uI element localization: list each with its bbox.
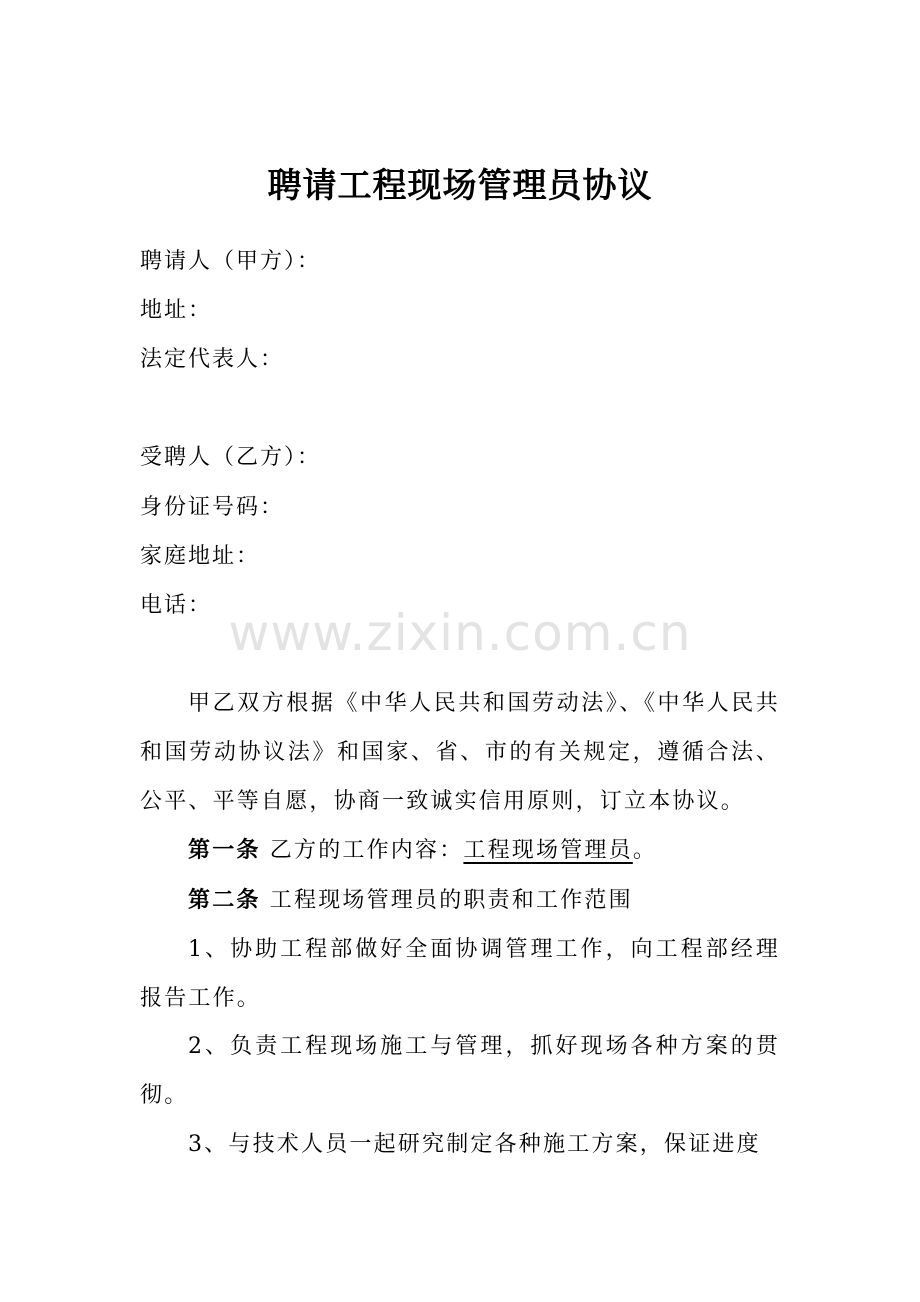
document-title: 聘请工程现场管理员协议 (267, 166, 653, 206)
duty-item-3: 3、与技术人员一起研究制定各种施工方案，保证进度 (188, 1132, 761, 1157)
home-address-label: 家庭地址： (140, 544, 261, 569)
article-2 (140, 876, 780, 925)
phone-label: 电话： (140, 593, 213, 618)
article-2-heading: 第二条 (188, 887, 261, 913)
article-1-heading: 第一条 (188, 837, 261, 863)
watermark: www.zixin.com.cn (228, 604, 692, 662)
id-number-label: 身份证号码： (140, 495, 285, 520)
article-1-role: 工程现场管理员 (463, 838, 633, 863)
article-2-text: 工程现场管理员的职责和工作范围 (260, 888, 633, 913)
duty-item-2: 2、负责工程现场施工与管理，抓好现场各种方案的贯彻。 (140, 1034, 780, 1108)
article-1 (140, 826, 780, 875)
duty-item-1: 1、协助工程部做好全面协调管理工作，向工程部经理报告工作。 (140, 937, 780, 1011)
legal-rep-label: 法定代表人： (140, 347, 285, 372)
address-label: 地址： (140, 298, 213, 323)
employer-label: 聘请人（甲方）： (140, 249, 322, 274)
employee-label: 受聘人（乙方）： (140, 445, 322, 470)
intro-paragraph: 甲乙双方根据《中华人民共和国劳动法》、《中华人民共和国劳动协议法》和国家、省、市的有关规定，遵循合法、公平、平等自愿，协商一致诚实信用原则，订立本协议。 (140, 691, 780, 814)
article-1-text: 乙方的工作内容： (260, 838, 464, 863)
article-1-end: 。 (632, 838, 658, 863)
